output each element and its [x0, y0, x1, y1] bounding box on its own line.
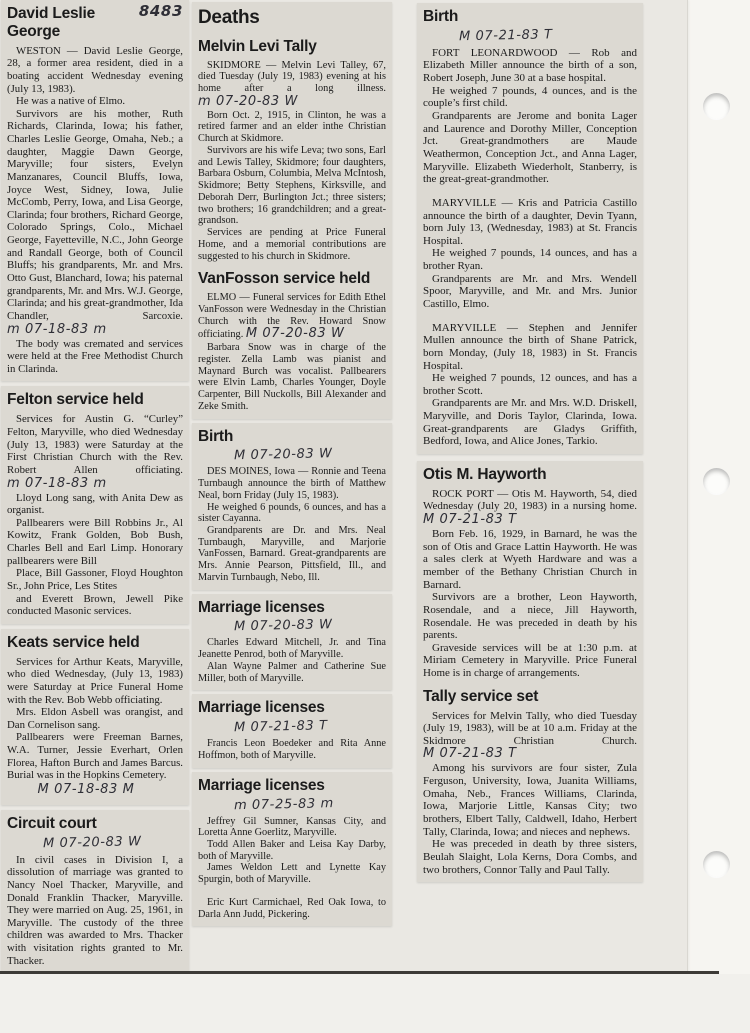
clipping-deaths-tally-vanfosson: [192, 2, 392, 419]
clipping-heading: [198, 599, 386, 617]
clipping-paragraph: He weighed 7 pounds, 14 ounces, and has a brother Ryan.: [423, 247, 637, 273]
handwritten-date: m 07-18-83 m: [7, 322, 107, 338]
clipping-heading-text: Felton service held: [7, 391, 144, 409]
clipping-heading-text: VanFosson service held: [198, 270, 371, 288]
handwritten-date: M 07-21-83 T: [423, 746, 517, 762]
clipping-paragraph: Pallbearers were Freeman Barnes, W.A. Turner, Jessie Everhart, Orlen Florea, Hafton Burch and James Barcus. Burial was in the Hopkins Cemetery.: [7, 731, 183, 782]
clipping-heading-text: Marriage licenses: [198, 776, 325, 794]
clipping-heading-text: Marriage licenses: [198, 598, 325, 616]
column-right: [417, 3, 643, 882]
clipping-birth-turnbaugh: [192, 423, 392, 590]
handwritten-date: M 07-20-83 W: [42, 833, 142, 851]
clipping-marriage-licenses-2: [192, 694, 392, 767]
clipping-keats-service: [1, 629, 189, 805]
clipping-paragraph: DES MOINES, Iowa — Ronnie and Teena Turnbaugh announce the birth of Matthew Neal, born Friday (July 15, 1983).: [198, 466, 386, 501]
clipping-paragraph: ELMO — Funeral services for Edith Ethel VanFosson were Wednesday in the Christian Church with the Rev. Howard Snow officiating. M 07-20-83 W: [198, 292, 386, 342]
clipping-paragraph: James Weldon Lett and Lynette Kay Spurgin, both of Maryville.: [198, 862, 386, 886]
clipping-heading: [198, 270, 386, 288]
clipping-heading: [198, 38, 386, 56]
clipping-hayworth-tally: [417, 461, 643, 882]
clipping-heading: [7, 2, 183, 41]
clipping-paragraph: Alan Wayne Palmer and Catherine Sue Miller, both of Maryville.: [198, 660, 386, 684]
column-left: [1, 0, 189, 972]
clipping-heading: [198, 777, 386, 795]
clipping-births-right: [417, 3, 643, 454]
handwritten-date: M 07-21-83 T: [423, 512, 517, 528]
clipping-paragraph: Survivors are a brother, Leon Hayworth, Rosendale, and a niece, Jill Hayworth, Rosendale. He was preceded in death by his parents.: [423, 591, 637, 642]
clipping-paragraph: He weighed 7 pounds, 12 ounces, and has a brother Scott.: [423, 372, 637, 397]
clipping-paragraph: ROCK PORT — Otis M. Hayworth, 54, died Wednesday (July 20, 1983) in a nursing home. M 07-21-83 T: [423, 487, 637, 528]
clipping-paragraph: He was a native of Elmo.: [16, 95, 126, 108]
clipping-heading-text: Keats service held: [7, 633, 140, 651]
clipping-paragraph: Services are pending at Price Funeral Home, and a memorial contributions are suggested to his church in Skidmore.: [198, 227, 386, 262]
clipping-paragraph: Survivors are his wife Leva; two sons, Earl and Lewis Talley, Skidmore; four daughters, Barbara Osburn, Columbia, Melva McIntosh, Skidmore; Betty Stephens, Kirksville, and Deborah Derr, Burlington Jct.; three sisters; two brothers; 16 grandchildren; and a great-grandson.: [198, 144, 386, 227]
clipping-paragraph: Mrs. Eldon Asbell was orangist, and Dan Cornelison sang.: [7, 706, 183, 731]
clipping-marriage-licenses-1: [192, 594, 392, 691]
clipping-paragraph: FORT LEONARDWOOD — Rob and Elizabeth Miller announce the birth of a son, Robert Joseph, June 30 at a base hospital.: [423, 46, 637, 85]
clipping-felton-service: [1, 386, 189, 623]
binder-page-edge: [686, 0, 750, 1033]
clipping-paragraph: SKIDMORE — Melvin Levi Talley, 67, died Tuesday (July 19, 1983) evening at his home after a long illness. m 07-20-83 W: [198, 59, 386, 109]
handwritten-date: M 07-21-83 T: [458, 27, 553, 45]
binder-hole: [703, 851, 730, 878]
handwritten-date: M 07-20-83 W: [233, 446, 333, 464]
column-middle: [192, 2, 392, 926]
clipping-heading-text: Circuit court: [7, 814, 97, 832]
page-bottom-edge: [0, 971, 719, 974]
clipping-paragraph: MARYVILLE — Stephen and Jennifer Mullen announce the birth of Shane Patrick, born Monday, (July 18, 1983) in St. Francis Hospital.: [423, 321, 637, 372]
clipping-paragraph: Survivors are his mother, Ruth Richards, Clarinda, Iowa; his father, Charles Leslie George, Omaha, Neb.; a daughter, Maggie Dawn George, Maryville; four sisters, Evelyn Manzanares, Council Bluffs, Iowa, Joyce West, Sidney, Iowa, Julie McComb, Perry, Iowa, and Lisa George, Clarinda; four brothers, Richard George, Colorado Springs, Colo., Michael George, Fayetteville, N.C., John George and Randall George, both of Council Bluffs; his grandparents, Mr. and Mrs. Otto Gust, Blanchard, Iowa; his paternal grandparents, Mr. and Mrs. W.J. George, Clarinda; and his great-grandmother, Ida Chandler, Sarcoxie. m 07-18-83 m: [7, 107, 183, 338]
clipping-heading: [7, 634, 183, 652]
clipping-paragraph: The body was cremated and services were held at the Free Methodist Church in Clarinda.: [7, 337, 183, 375]
clipping-paragraph: Jeffrey Gil Sumner, Kansas City, and Loretta Anne Goerlitz, Maryville.: [198, 815, 386, 839]
clipping-paragraph: WESTON — David Leslie George, 28, a former area resident, died in a boating accident Wednesday evening (July 13, 1983).: [7, 44, 183, 95]
clipping-paragraph: Eric Kurt Carmichael, Red Oak Iowa, to Darla Ann Judd, Pickering.: [198, 896, 386, 920]
handwritten-date: M 07-21-83 T: [233, 718, 328, 736]
clipping-heading-text: Birth: [423, 8, 459, 25]
clipping-paragraph: Grandparents are Dr. and Mrs. Neal Turnbaugh, Maryville, and Marjorie VanFossen, Barnard. Great-grandparents are Mrs. Annie Pearson, Pittsfield, Ill., and Marvin Turnbaugh, Nebo, Ill.: [198, 524, 386, 583]
handwritten-date: M 07-18-83 M: [37, 781, 135, 797]
clipping-david-george-obituary: [1, 0, 189, 381]
clipping-paragraph: Graveside services will be at 1:30 p.m. at Miriam Cemetery in Maryville. Price Funeral Home is in charge of arrangements.: [423, 641, 637, 680]
handwritten-date: M 07-20-83 W: [245, 326, 345, 342]
handwritten-date: M 07-20-83 W: [233, 617, 333, 635]
clipping-heading: [423, 688, 637, 706]
clipping-paragraph: Among his survivors are four sister, Zula Ferguson, University, Iowa, Juanita Williams, Omaha, Neb., Frances Williams, Clarinda, Iowa, Marjorie Little, Kansas City; two brothers, Elbert Tally, Caldwell, Idaho, Herbert Tally, Clarinda, Iowa; and nieces and nephews.: [423, 762, 637, 838]
clipping-paragraph: Born Oct. 2, 1915, in Clinton, he was a retired farmer and an elder inthe Christian Church at Skidmore.: [198, 109, 386, 145]
binder-hole: [703, 93, 730, 120]
clipping-paragraph: He weighed 6 pounds, 6 ounces, and has a sister Cayanna.: [198, 501, 386, 525]
clipping-heading-text: Birth: [198, 427, 234, 445]
clipping-heading-text: Melvin Levi Tally: [198, 37, 317, 55]
binder-hole: [703, 468, 730, 495]
clipping-heading-text: Otis M. Hayworth: [423, 466, 547, 484]
handwritten-date: m 07-25-83 m: [233, 795, 334, 813]
clipping-paragraph: Grandparents are Mr. and Mrs. Wendell Spoor, Maryville, and Mr. and Mrs. Junior Castillo, Elmo.: [423, 272, 637, 310]
clipping-heading: [7, 391, 183, 409]
clipping-heading: [423, 8, 637, 26]
clipping-heading: [198, 699, 386, 717]
handwritten-number: 8483: [138, 2, 183, 20]
clipping-paragraph: Pallbearers were Bill Robbins Jr., Al Kowitz, Frank Golden, Bob Bush, Charles Bell and Earl Limp. Honorary pallbearers were Bill: [7, 516, 183, 567]
clipping-paragraph: Charles Edward Mitchell, Jr. and Tina Jeanette Penrod, both of Maryville.: [198, 637, 386, 661]
clipping-paragraph: MARYVILLE — Kris and Patricia Castillo announce the birth of a daughter, Devin Tyann, born July 13, (Wednesday, 1983) at St. Francis Hospital.: [423, 196, 637, 247]
clipping-paragraph: Lloyd Long sang, with Anita Dew as organist.: [7, 491, 183, 517]
clipping-heading-text: Marriage licenses: [198, 699, 325, 717]
clipping-paragraph: Services for Austin G. “Curley” Felton, Maryville, who died Wednesday (July 13, 1983) were Saturday at the First Christian Church with the Rev. Robert Allen officiating. m 07-18-83 m: [7, 413, 183, 492]
clipping-marriage-licenses-3: [192, 772, 392, 927]
clipping-paragraph: Services for Melvin Tally, who died Tuesday (July 19, 1983), will be at 10 a.m. Friday at the Skidmore Christian Church. M 07-21-83 T: [423, 709, 637, 762]
surface-below-page: [0, 974, 750, 1033]
clipping-heading: [423, 466, 637, 484]
clipping-heading: [7, 815, 183, 833]
clipping-paragraph: Place, Bill Gassoner, Floyd Houghton Sr., John Price, Les Stites: [7, 567, 183, 592]
clipping-paragraph: Grandparents are Mr. and Mrs. W.D. Driskell, Maryville, and Doris Taylor, Clarinda, Iowa. Great-grandparents are Gladys Griffith, Bedford, Iowa, and Alice Jones, Tarkio.: [423, 397, 637, 448]
clipping-paragraph: and Everett Brown, Jewell Pike conducted Masonic services.: [7, 592, 183, 618]
clipping-circuit-court: [1, 810, 189, 972]
clipping-heading: [198, 428, 386, 446]
clipping-paragraph: He weighed 7 pounds, 4 ounces, and is the couple’s first child.: [423, 84, 637, 110]
clipping-heading-text: David Leslie George: [7, 5, 96, 40]
clipping-paragraph: In civil cases in Division I, a dissolution of marriage was granted to Nancy Noel Thacker, Maryville, and Donald Franklin Thacker, Maryville. They were married on Aug. 25, 1961, in Maryville. The custody of the three children was awarded to Mrs. Thacker with visitation rights granted to Mr. Thacker.: [7, 853, 183, 967]
clipping-paragraph: Todd Allen Baker and Leisa Kay Darby, both of Maryville.: [198, 838, 386, 862]
clipping-paragraph: He was preceded in death by three sisters, Beulah Slaight, Lola Kerns, Dora Combs, and two brothers, Connor Tally and Paul Tally.: [423, 838, 637, 876]
clipping-heading-text: Tally service set: [423, 687, 539, 705]
clipping-paragraph: Grandparents are Jerome and bonita Lager and Laurence and Dorothy Miller, Conception Jct. Great-grandmothers are Maude Weathermon, Conception Jct., and Anna Lager, Maryville. Elizabeth Wiederholt, Stanberry, is the great-great-grandmother.: [423, 110, 637, 186]
clipping-paragraph: Barbara Snow was in charge of the register. Zella Lamb was pianist and Maynard Burch was vocalist. Pallbearers were Elvin Lamb, Charles Younger, Doyle Carpenter, Bill Nuckolls, Bill Alexander and Zeke Smith.: [198, 342, 386, 412]
clipping-paragraph: Services for Arthur Keats, Maryville, who died Wednesday, (July 13, 1983) were Saturday at Price Funeral Home with the Rev. Bob Webb officiating.: [7, 655, 183, 706]
clipping-paragraph: Francis Leon Boedeker and Rita Anne Hoffmon, both of Maryville.: [198, 738, 386, 761]
clipping-paragraph: Born Feb. 16, 1929, in Barnard, he was the son of Otis and Grace Lattin Hayworth. He was a sales clerk at Wyeth Hardware and was a member of the Bethany Christian Church in Barnard.: [423, 528, 637, 591]
handwritten-date: m 07-20-83 W: [198, 93, 298, 109]
clipping-header: Deaths: [198, 7, 260, 28]
handwritten-date: m 07-18-83 m: [7, 476, 107, 492]
